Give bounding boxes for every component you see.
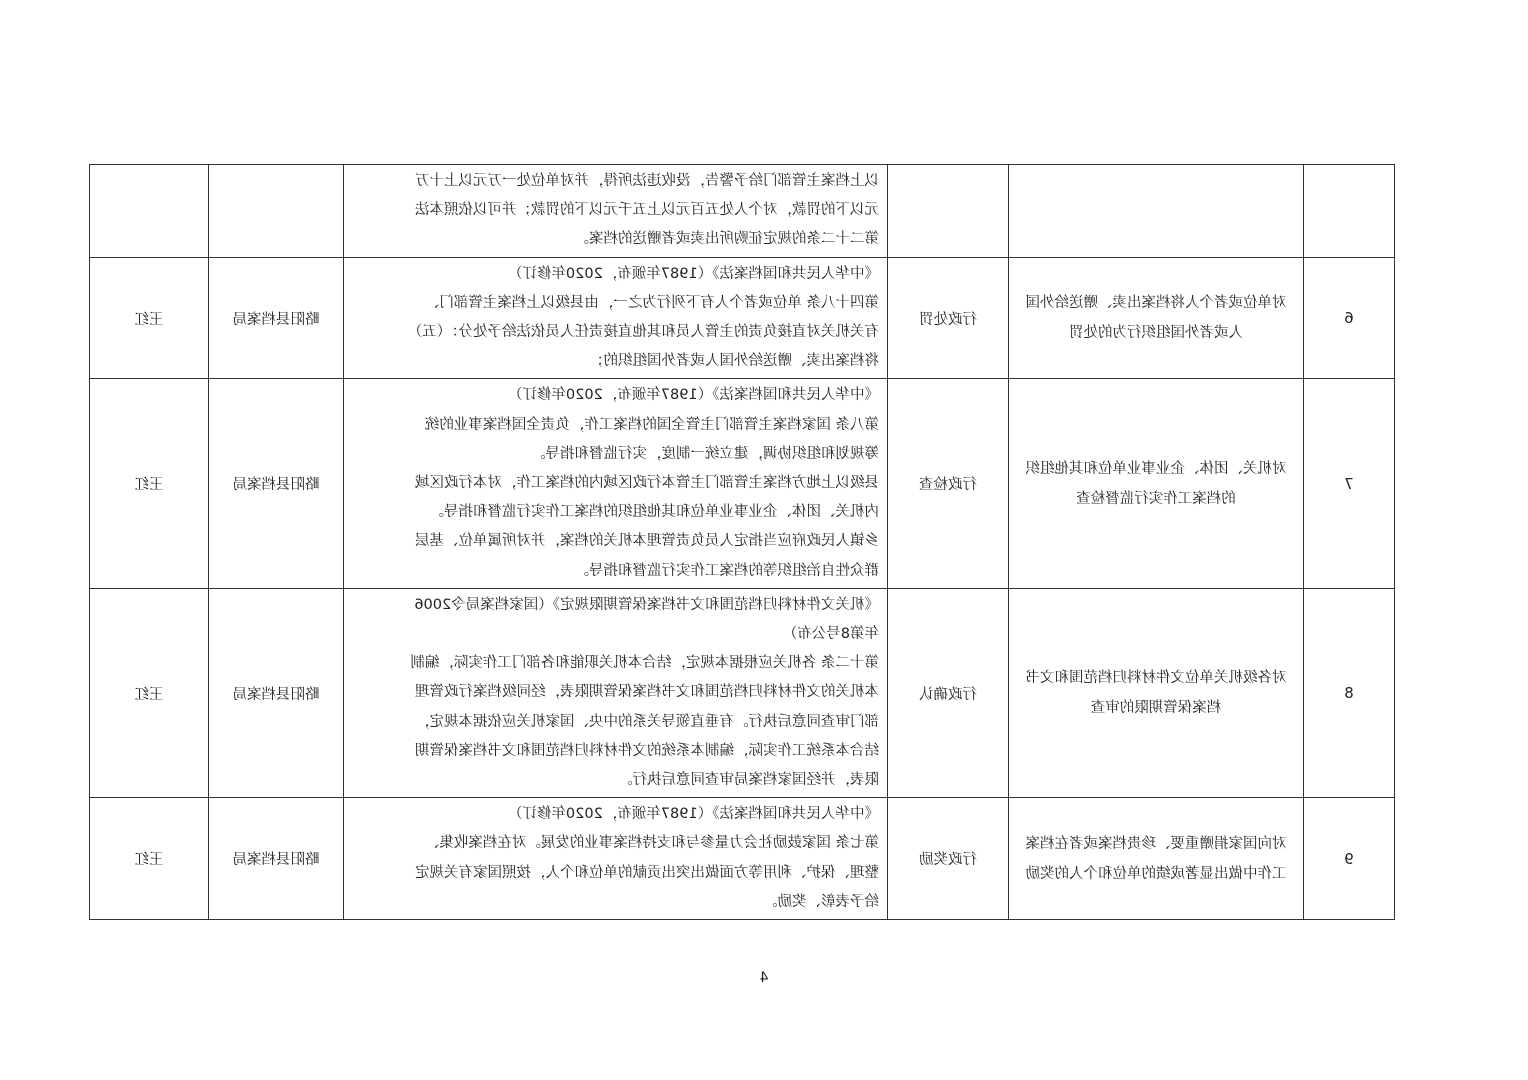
basis-line: 县级以上地方档案主管部门主管本行政区域内的档案工作，对本行政区域: [415, 475, 879, 492]
basis-line: 《机关文件材料归档范围和文书档案保管期限规定》（国家档案局令2006: [414, 596, 879, 613]
basis-line: 群众性自治组织等的档案工作实行监督和指导。: [574, 562, 879, 579]
basis-line: 整理、保护、利用等方面做出突出贡献的单位和个人，按照国家有关规定: [415, 864, 879, 881]
matter-type: 行政检查: [888, 379, 1009, 588]
table-row: [90, 379, 1395, 588]
matter-type: 行政处罚: [888, 257, 1009, 379]
matter-name: 对向国家捐赠重要、珍贵档案或者在档案工作中做出显著成绩的单位和个人的奖励: [1009, 798, 1304, 920]
department: 略阳县档案局: [209, 588, 344, 797]
matter-name: [1009, 165, 1304, 258]
responsible-person: [90, 165, 209, 258]
matter-type: 行政确认: [888, 588, 1009, 797]
matter-table-body: [90, 165, 1395, 920]
responsible-person: 王红: [90, 798, 209, 920]
page-number: 4: [759, 970, 769, 986]
table-row: [90, 165, 1395, 258]
matter-name: 对各级机关单位文件材料归档范围和文书档案保管期限的审查: [1009, 588, 1304, 797]
basis-line: 本机关的文件材料归档范围和文书档案保管期限表，经同级档案行政管理: [415, 684, 879, 701]
basis-line: 年第8号公布）: [782, 626, 879, 643]
responsible-person: 王红: [90, 257, 209, 379]
matter-type: [888, 165, 1009, 258]
row-number: 9: [1304, 798, 1395, 920]
basis-line: 第二十二条的规定征购所出卖或者赠送的档案。: [574, 231, 879, 248]
basis-line: 以上档案主管部门给予警告，没收违法所得，并对单位处一万元以上十万: [415, 173, 879, 189]
basis-line: 内机关、团体、企业事业单位和其他组织的档案工作实行监督和指导。: [429, 504, 879, 521]
matter-name: 对单位或者个人将档案出卖、赠送给外国人或者外国组织行为的处罚: [1009, 257, 1304, 379]
legal-basis: [344, 165, 888, 258]
legal-basis: [344, 798, 888, 920]
basis-line: 部门审查同意后执行。有垂直领导关系的中央、国家机关应依据本规定，: [415, 713, 879, 730]
basis-line: 《中华人民共和国档案法》（1987年颁布，2020年修订）: [507, 265, 879, 282]
legal-basis: [344, 588, 888, 797]
department: 略阳县档案局: [209, 798, 344, 920]
department: 略阳县档案局: [209, 379, 344, 588]
basis-line: 将档案出卖、赠送给外国人或者外国组织的；: [589, 353, 879, 370]
basis-line: 第四十八条 单位或者个人有下列行为之一，由县级以上档案主管部门、: [424, 294, 879, 311]
legal-basis: [344, 257, 888, 379]
matter-name: 对机关、团体、企业事业单位和其他组织的档案工作实行监督检查: [1009, 379, 1304, 588]
basis-line: 给予表彰、奖励。: [763, 893, 879, 910]
table-row: [90, 798, 1395, 920]
table-row: [90, 588, 1395, 797]
responsible-person: 王红: [90, 379, 209, 588]
department: 略阳县档案局: [209, 257, 344, 379]
row-number: 7: [1304, 379, 1395, 588]
matter-table: [89, 164, 1395, 920]
basis-line: 《中华人民共和国档案法》（1987年颁布，2020年修订）: [507, 387, 879, 404]
basis-line: 第七条 国家鼓励社会力量参与和支持档案事业的发展。对在档案收集、: [424, 835, 879, 852]
basis-line: 《中华人民共和国档案法》（1987年颁布，2020年修订）: [507, 806, 879, 823]
basis-line: 限表，并经国家档案局审查同意后执行。: [618, 772, 879, 789]
responsible-person: 王红: [90, 588, 209, 797]
basis-line: 结合本系统工作实际，编制本系统的文件材料归档范围和文书档案保管期: [415, 742, 879, 759]
basis-line: 元以下的罚款，对个人处五百元以上五千元以下的罚款；并可以依照本法: [415, 202, 879, 219]
table-row: [90, 257, 1395, 379]
basis-line: 有关机关对直接负责的主管人员和其他直接责任人员依法给予处分：（五）: [407, 324, 879, 341]
basis-line: 筹规划和组织协调，建立统一制度，实行监督和指导。: [531, 445, 879, 462]
basis-line: 第八条 国家档案主管部门主管全国的档案工作，负责全国档案事业的统: [424, 416, 879, 433]
row-number: [1304, 165, 1395, 258]
department: [209, 165, 344, 258]
row-number: 8: [1304, 588, 1395, 797]
row-number: 6: [1304, 257, 1395, 379]
legal-basis: [344, 379, 888, 588]
basis-line: 乡镇人民政府应当指定人员负责管理本机关的档案，并对所属单位、基层: [415, 533, 879, 550]
matter-type: 行政奖励: [888, 798, 1009, 920]
basis-line: 第十二条 各机关应根据本规定，结合本机关职能和各部门工作实际，编制: [410, 655, 879, 672]
